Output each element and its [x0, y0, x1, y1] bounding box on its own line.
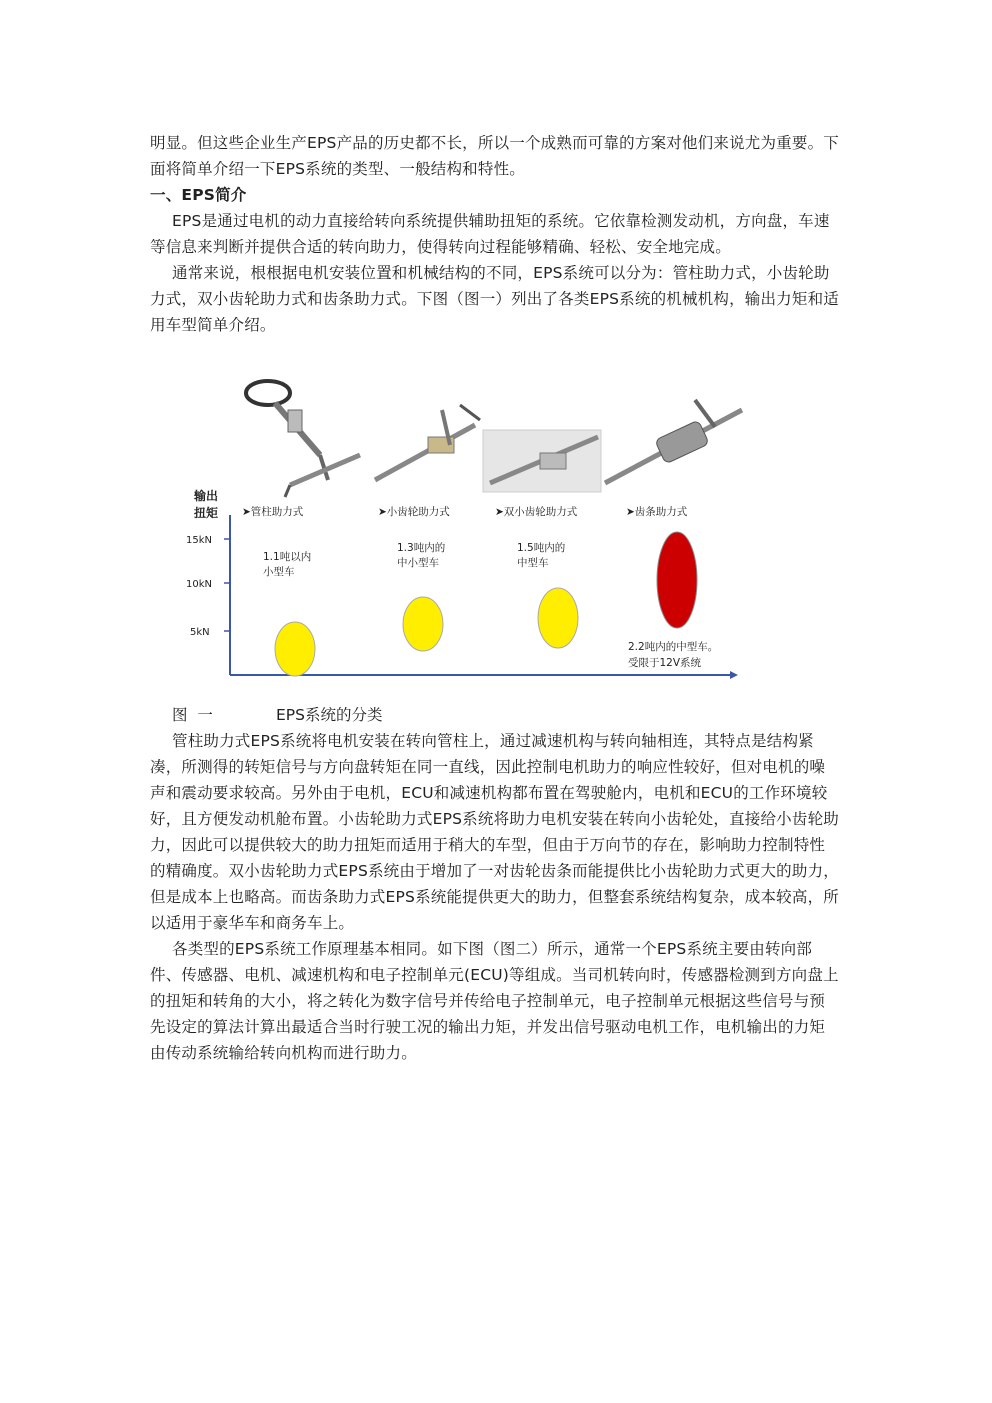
y-axis-title-1: 输出 — [194, 489, 219, 503]
caption-label: 图 一 — [172, 706, 213, 724]
note-dual-pinion-1: 1.5吨内的 — [517, 542, 566, 554]
paragraph-working-principle: 各类型的EPS系统工作原理基本相同。如下图（图二）所示，通常一个EPS系统主要由转向部件、传感器、电机、减速机构和电子控制单元(ECU)等组成。当司机转向时，传感器检测到方向盘上的扭矩和转角的大小，将之转化为数字信号并传给电子控制单元，电子控制单元根据这些信号与预先设定的算法计算出最适合当时行驶工况的输出力矩，并发出信号驱动电机工作，电机输出的力矩由传动系统输给转向机构而进行助力。 — [150, 940, 839, 1062]
type-label-pinion: ➤小齿轮助力式 — [378, 506, 450, 518]
tick-label-10kn: 10kN — [186, 579, 212, 590]
section-heading: 一、EPS简介 — [150, 186, 247, 204]
tick-label-15kn: 15kN — [186, 535, 212, 546]
tick-label-5kn: 5kN — [190, 627, 210, 638]
paragraph-eps-definition: EPS是通过电机的动力直接给转向系统提供辅助扭矩的系统。它依靠检测发动机，方向盘，车速等信息来判断并提供合适的转向助力，使得转向过程能够精确、轻松、安全地完成。 — [150, 212, 830, 256]
caption-text: EPS系统的分类 — [276, 706, 383, 724]
torque-ellipse-column — [275, 622, 315, 676]
x-axis-arrow-icon — [730, 671, 738, 679]
note-column-1: 1.1吨以内 — [263, 551, 312, 563]
note-rack-2: 受限于12V系统 — [628, 657, 702, 669]
type-label-column: ➤管柱助力式 — [242, 506, 304, 518]
torque-ellipse-rack — [657, 532, 697, 628]
figure-caption — [172, 702, 382, 728]
paragraph-intro: 明显。但这些企业生产EPS产品的历史都不长，所以一个成熟而可靠的方案对他们来说尤为重要。下面将简单介绍一下EPS系统的类型、一般结构和特性。 — [150, 134, 839, 178]
paragraph-type-details: 管柱助力式EPS系统将电机安装在转向管柱上，通过减速机构与转向轴相连，其特点是结构紧凑，所测得的转矩信号与方向盘转矩在同一直线，因此控制电机助力的响应性较好，但对电机的噪声和震动要求较高。另外由于电机，ECU和减速机构都布置在驾驶舱内，电机和ECU的工作环境较好，且方便发动机舱布置。小齿轮助力式EPS系统将助力电机安装在转向小齿轮处，直接给小齿轮助力，因此可以提供较大的助力扭矩而适用于稍大的车型，但由于万向节的存在，影响助力控制特性的精确度。双小齿轮助力式EPS系统由于增加了一对齿轮齿条而能提供比小齿轮助力式更大的助力，但是成本上也略高。而齿条助力式EPS系统能提供更大的助力，但整套系统结构复杂，成本较高，所以适用于豪华车和商务车上。 — [150, 732, 839, 932]
note-pinion-1: 1.3吨内的 — [397, 542, 446, 554]
note-pinion-2: 中小型车 — [397, 557, 439, 569]
dual-pinion-eps-illustration — [483, 430, 601, 492]
note-column-2: 小型车 — [263, 566, 295, 578]
note-rack-1: 2.2吨内的中型车。 — [628, 641, 719, 653]
paragraph-eps-types: 通常来说，根根据电机安装位置和机械结构的不同，EPS系统可以分为：管柱助力式，小齿轮助力式，双小齿轮助力式和齿条助力式。下图（图一）列出了各类EPS系统的机械机构，输出力矩和适用车型简单介绍。 — [150, 264, 839, 334]
column-eps-illustration — [246, 381, 360, 497]
type-label-rack: ➤齿条助力式 — [626, 506, 688, 518]
note-dual-pinion-2: 中型车 — [517, 557, 549, 569]
eps-chart-svg — [180, 365, 750, 695]
pinion-eps-illustration — [375, 405, 480, 480]
body-text — [150, 130, 840, 338]
torque-ellipse-pinion — [403, 597, 443, 651]
torque-ellipse-dual-pinion — [538, 588, 578, 648]
rack-eps-illustration — [605, 400, 742, 483]
body-text-continued — [150, 728, 840, 1066]
type-label-dual-pinion: ➤双小齿轮助力式 — [495, 506, 578, 518]
figure-eps-classification — [180, 365, 750, 695]
y-axis-title-2: 扭矩 — [194, 506, 219, 520]
